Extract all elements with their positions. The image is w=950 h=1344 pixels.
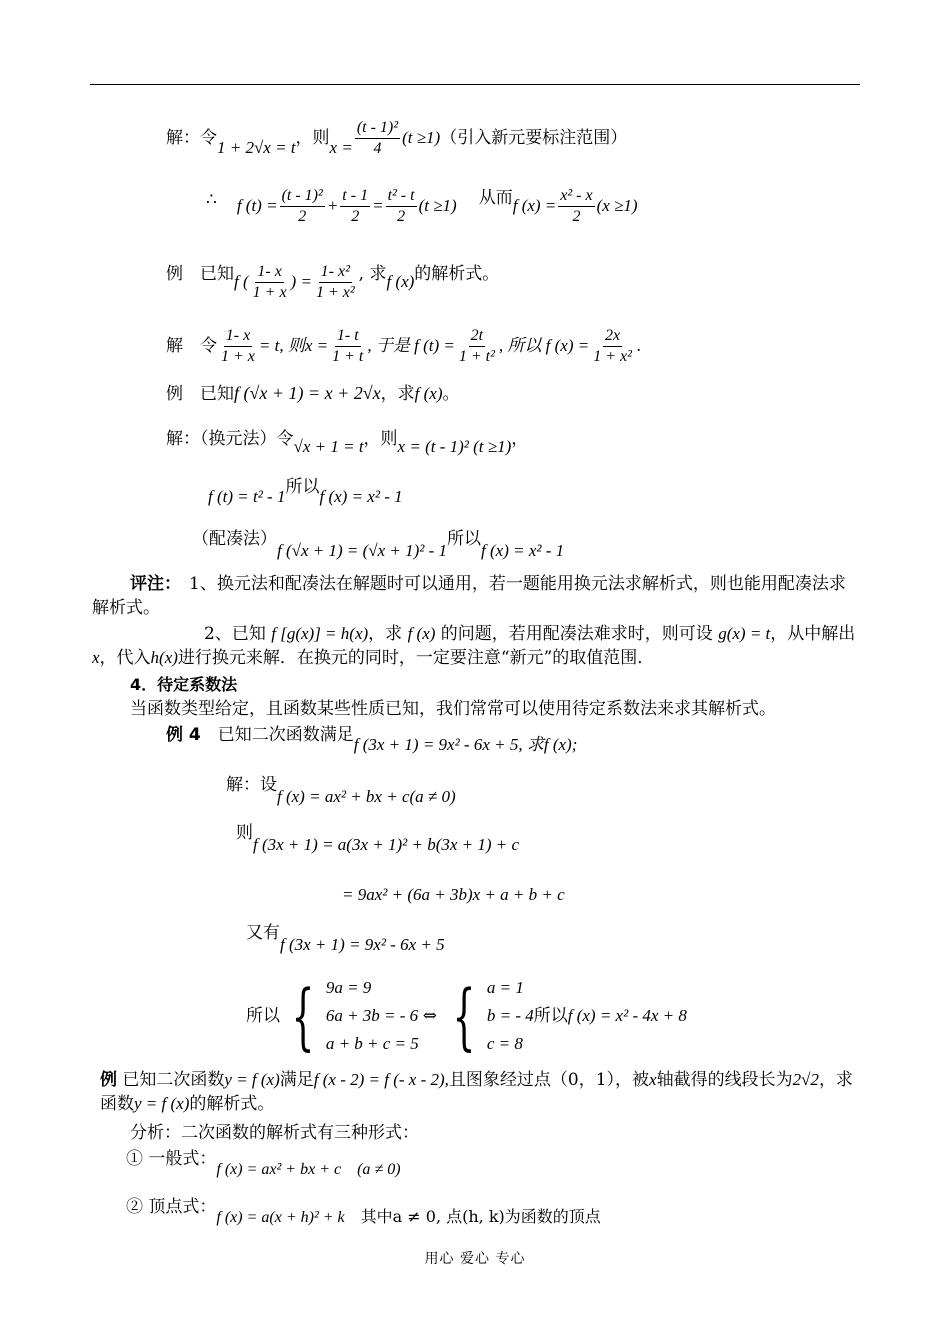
text: . xyxy=(635,336,642,356)
solution-line xyxy=(166,326,641,367)
text: 所以 xyxy=(447,529,482,549)
expansion-line: = 9ax² + (6a + 3b)x + a + b + c xyxy=(342,885,565,904)
text: 已知二次函数 xyxy=(117,1070,225,1090)
text: 的解析式。 xyxy=(414,264,500,284)
example-5-paragraph xyxy=(100,1068,860,1116)
math-expression: f (x) xyxy=(386,272,415,291)
fraction: $\frac{1- x}{1 + x}$ xyxy=(221,327,255,365)
math-expression: 2√2 xyxy=(792,1070,819,1089)
fraction: $\frac{2t}{\text{1 + t²}}$ xyxy=(458,327,495,365)
math-expression: x xyxy=(649,1070,657,1089)
math-expression: f (x) = x² - 1 xyxy=(481,541,565,560)
page-footer: 用心 爱心 专心 xyxy=(424,1251,526,1267)
math-expression: x = (t - 1)² (t ≥1) xyxy=(397,437,512,456)
text: 进行换元来解．在换元的同时，一定要注意“新元”的取值范围． xyxy=(177,648,655,668)
text: ② 顶点式： xyxy=(126,1197,217,1217)
example-line xyxy=(166,262,499,303)
fraction: $\frac{\text{(t - 1)²}}{4}$ xyxy=(356,119,399,157)
text: 则 xyxy=(236,823,253,843)
math-expression: (t ≥1) xyxy=(418,196,457,215)
math-expression: 1 + 2√x = t xyxy=(217,138,296,157)
math-expression: g(x) = t xyxy=(718,624,771,643)
math-expression: f (x) xyxy=(407,624,436,643)
solution-label: 解 令 xyxy=(166,336,217,356)
math-expression: (t ≥1) xyxy=(402,128,441,147)
equation-system-line xyxy=(246,974,687,1058)
math-expression: f (x) = x² - 1 xyxy=(319,487,403,506)
math-expression: f (t) = xyxy=(236,196,278,215)
completion-method-line xyxy=(192,528,565,560)
math-expression: , 于是 f (t) = xyxy=(367,336,455,355)
therefore-line: ∴ f (t) = $\frac{\text{(t - 1)²}}{2}$ + $\frac{t - 1}{2}$ = $\frac{\text{t² - t}}{2}$ (t ≥1) 从而f (x) = $\frac{\text{x² - x}}{2}$ (x ≥1) xyxy=(206,187,638,225)
fraction: $\frac{\text{x² - x}}{2}$ xyxy=(560,187,593,225)
analysis-line: 分析：二次函数的解析式有三种形式： xyxy=(130,1123,419,1143)
text: 又有 xyxy=(246,923,280,943)
note-text: （引入新元要标注范围） xyxy=(440,128,628,148)
math-expression: = t, 则x = xyxy=(258,336,329,355)
math-expression: (x ≥1) xyxy=(596,196,638,215)
math-expression: f (3x + 1) = 9x² - 6x + 5 xyxy=(280,935,445,954)
text: 的问题，若用配凑法难求时，则可设 xyxy=(435,624,719,644)
math-expression: f (x) = xyxy=(512,196,557,215)
commentary-paragraph-2 xyxy=(92,622,860,670)
equation: 6a + 3b = - 6 xyxy=(325,1006,419,1025)
math-expression: , 所以 f (x) = xyxy=(498,336,590,355)
text: ，求 xyxy=(368,624,408,644)
text: 所以 xyxy=(285,477,320,497)
example-4-line xyxy=(166,724,578,754)
equation: a = 1 xyxy=(486,978,524,997)
text: 所以 xyxy=(533,1006,568,1026)
fraction: $\frac{\text{(t - 1)²}}{2}$ xyxy=(281,187,323,225)
math-expression: f (t) = t² - 1 xyxy=(208,487,286,506)
result-line xyxy=(208,476,403,506)
fraction: $\frac{2x}{\text{1 + x²}}$ xyxy=(593,327,632,365)
substitution-method-line xyxy=(166,428,529,456)
math-expression: f (√x + 1) = x + 2√x xyxy=(234,383,381,403)
general-form-line xyxy=(126,1148,401,1178)
math-expression: f (3x + 1) = a(3x + 1)² + b(3x + 1) + c xyxy=(253,835,520,854)
math-expression: f (x - 2) = f (- x - 2), xyxy=(313,1070,449,1089)
text: ，代入 xyxy=(99,648,151,668)
commentary-label: 评注： xyxy=(130,574,181,594)
math-expression: f ( xyxy=(234,272,249,291)
math-expression: x = xyxy=(329,138,353,157)
text: 满足 xyxy=(279,1070,314,1090)
text: , 求 xyxy=(358,264,387,284)
text: 所以 xyxy=(246,1006,280,1026)
text: 1、换元法和配凑法在解题时可以通用，若一题能用换元法求解析式，则也能用配凑法求解析式。 xyxy=(92,574,846,618)
math-expression: x xyxy=(92,648,100,667)
math-expression: y = f (x) xyxy=(134,1094,190,1113)
math-expression: f (√x + 1) = (√x + 1)² - 1 xyxy=(277,541,448,560)
text: 解：（换元法）令 xyxy=(166,429,294,449)
example-label: 例 已知 xyxy=(166,264,234,284)
text: ，求函数 xyxy=(100,1070,853,1114)
text: 从而 xyxy=(478,188,513,208)
fraction: $\frac{1- t}{1 + t}$ xyxy=(332,327,364,365)
math-expression: f (x) = ax² + bx + c(a ≠ 0) xyxy=(277,787,456,806)
iff-symbol: ⇔ xyxy=(422,1006,438,1026)
text: ① 一般式： xyxy=(126,1149,217,1169)
equation: b = - 4 xyxy=(486,1006,534,1025)
math-expression: f (x) = x² - 4x + 8 xyxy=(567,1006,687,1025)
fraction: $\frac{t - 1}{2}$ xyxy=(342,187,369,225)
assume-line xyxy=(226,774,456,806)
section-heading: 4．待定系数法 xyxy=(130,675,238,694)
math-expression: f (x) = a(x + h)² + k xyxy=(216,1209,345,1226)
math-expression: f (x) xyxy=(414,384,443,403)
text: 解：设 xyxy=(226,775,277,795)
text: 已知二次函数满足 xyxy=(200,725,354,745)
text: ，从中解出 xyxy=(770,624,856,644)
fraction: $\frac{1- x}{1 + x}$ xyxy=(252,263,287,301)
solution-substitution-line xyxy=(166,118,627,159)
example-label: 例 xyxy=(100,1070,117,1090)
text: （配凑法） xyxy=(192,529,277,549)
also-line xyxy=(246,922,445,954)
therefore-symbol: ∴ xyxy=(206,190,217,210)
equation: a + b + c = 5 xyxy=(325,1034,419,1053)
equation: c = 8 xyxy=(486,1034,523,1053)
text: 解：令 xyxy=(166,128,217,148)
text: ，则 xyxy=(295,128,330,148)
section-intro: 当函数类型给定，且函数某些性质已知，我们常常可以使用待定系数法来求其解析式。 xyxy=(130,699,776,719)
math-expression: f (3x + 1) = 9x² - 6x + 5, 求f (x); xyxy=(353,735,578,754)
text: 。 xyxy=(442,384,460,404)
math-expression: ) = xyxy=(290,272,312,291)
text: 轴截得的线段长为 xyxy=(656,1070,793,1090)
example-label: 例 已知 xyxy=(166,384,234,404)
header-rule xyxy=(90,84,860,85)
math-expression: f (x) = ax² + bx + c (a ≠ 0) xyxy=(216,1161,401,1178)
system-left: { 9a = 9 6a + 3b = - 6 a + b + c = 5 xyxy=(291,974,419,1058)
text: 的解析式。 xyxy=(189,1094,275,1114)
equation: 9a = 9 xyxy=(325,978,372,997)
commentary-paragraph xyxy=(92,572,860,620)
math-expression: √x + 1 = t xyxy=(293,437,364,456)
vertex-form-line xyxy=(126,1196,601,1226)
then-line xyxy=(236,822,520,854)
math-expression: f [g(x)] = h(x) xyxy=(271,624,369,643)
text: ， xyxy=(511,429,529,449)
example-label: 例 4 xyxy=(166,725,201,745)
text: 且图象经过点（0，1），被 xyxy=(448,1070,650,1090)
text: ，求 xyxy=(380,384,415,404)
math-expression: h(x) xyxy=(150,648,178,667)
fraction: $\frac{\text{t² - t}}{2}$ xyxy=(387,187,415,225)
system-right: { a = 1 b = - 4 c = 8 xyxy=(452,974,534,1058)
text: ，则 xyxy=(363,429,398,449)
math-expression: y = f (x) xyxy=(224,1070,280,1089)
example-line-2 xyxy=(166,382,460,405)
text: 其中a ≠ 0, 点(h, k)为函数的顶点 xyxy=(344,1207,601,1226)
text: 2、已知 xyxy=(204,624,272,644)
fraction: $\frac{\text{1- x²}}{\text{1 + x²}}$ xyxy=(315,263,355,301)
